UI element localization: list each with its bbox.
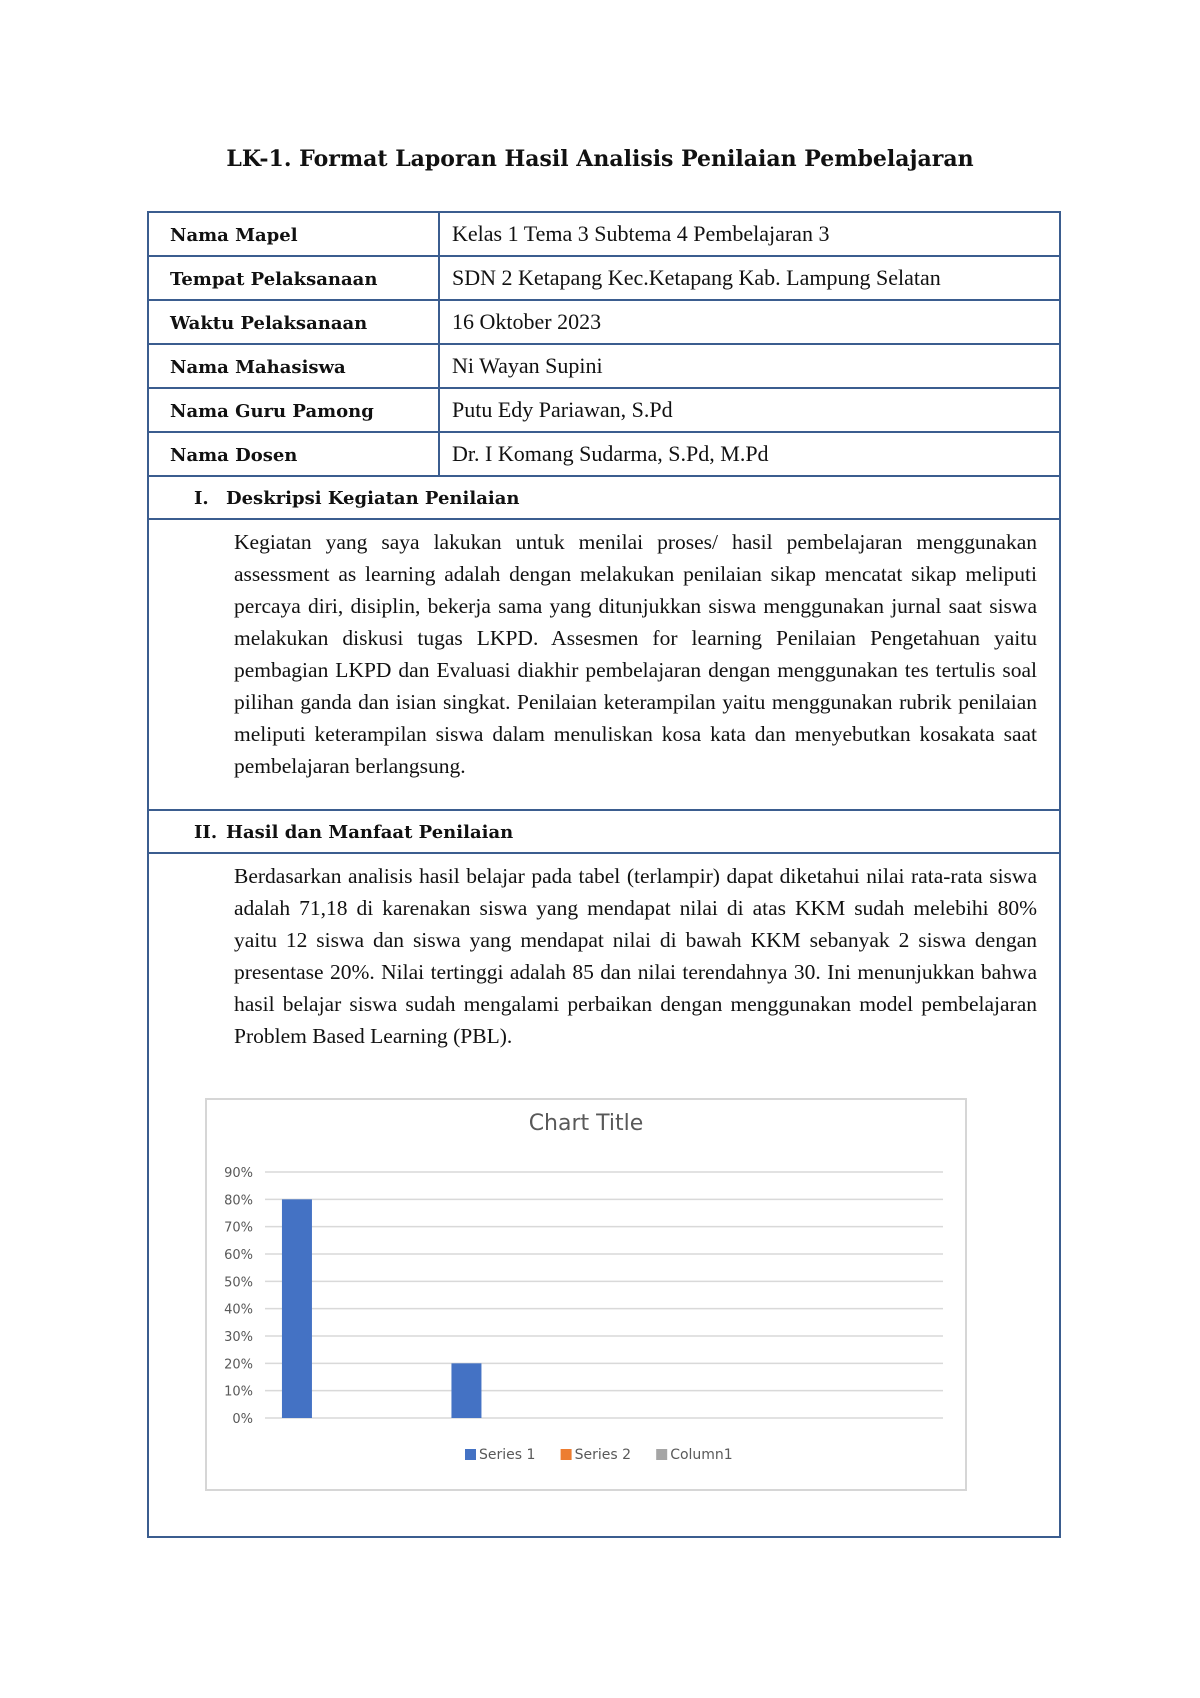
legend-label: Column1 — [670, 1447, 733, 1463]
info-row-dosen — [149, 433, 1059, 477]
legend-label: Series 1 — [479, 1447, 536, 1463]
section-heading-text: Deskripsi Kegiatan Penilaian — [226, 488, 520, 509]
y-tick-label: 10% — [224, 1384, 253, 1400]
page-title: LK-1. Format Laporan Hasil Analisis Penilaian Pembelajaran — [226, 146, 974, 172]
info-label: Nama Mahasiswa — [149, 345, 440, 387]
chart-title: Chart Title — [528, 1111, 644, 1136]
legend-swatch — [561, 1449, 572, 1460]
y-tick-label: 20% — [224, 1357, 253, 1373]
y-tick-label: 40% — [224, 1302, 253, 1318]
info-row-waktu — [149, 301, 1059, 345]
section-number: II. — [194, 822, 218, 843]
legend-swatch — [656, 1449, 667, 1460]
info-label: Nama Dosen — [149, 433, 440, 475]
y-tick-label: 50% — [224, 1275, 253, 1291]
section-body-hasil: Berdasarkan analisis hasil belajar pada tabel (terlampir) dapat diketahui nilai rata-rata siswa adalah 71,18 di karenakan siswa yang mendapat nilai di atas KKM sudah melebihi 80% yaitu 12 siswa dan siswa yang mendapat nilai di bawah KKM sebanyak 2 siswa dengan presentase 20%. Nilai tertinggi adalah 85 dan nilai terendahnya 30. Ini menunjukkan bahwa hasil belajar siswa sudah mengalami perbaikan dengan menggunakan model pembelajaran Problem Based Learning (PBL). — [234, 864, 1037, 1048]
section-heading-deskripsi — [149, 477, 1059, 520]
info-value: Ni Wayan Supini — [452, 353, 603, 378]
info-label: Tempat Pelaksanaan — [149, 257, 440, 299]
y-tick-label: 90% — [224, 1166, 253, 1181]
info-label: Nama Mapel — [149, 213, 440, 255]
y-tick-label: 0% — [232, 1412, 253, 1427]
bar-chart — [205, 1098, 967, 1491]
report-table — [147, 211, 1061, 1538]
section-heading-text: Hasil dan Manfaat Penilaian — [226, 822, 514, 843]
info-row-guru-pamong — [149, 389, 1059, 433]
y-tick-label: 80% — [224, 1193, 253, 1209]
bar — [451, 1363, 481, 1418]
info-label: Nama Guru Pamong — [149, 389, 440, 431]
legend-swatch — [465, 1449, 476, 1460]
info-row-tempat — [149, 257, 1059, 301]
y-tick-label: 30% — [224, 1330, 253, 1345]
y-tick-label: 60% — [224, 1248, 253, 1263]
info-label: Waktu Pelaksanaan — [149, 301, 440, 343]
bar — [282, 1199, 312, 1418]
info-value: 16 Oktober 2023 — [452, 309, 602, 334]
section-body-hasil-wrap — [149, 854, 1059, 1536]
info-value: Dr. I Komang Sudarma, S.Pd, M.Pd — [452, 441, 769, 466]
legend-label: Series 2 — [574, 1447, 632, 1463]
info-row-mapel — [149, 213, 1059, 257]
info-value: Kelas 1 Tema 3 Subtema 4 Pembelajaran 3 — [452, 221, 830, 246]
section-number: I. — [194, 488, 209, 509]
y-tick-label: 70% — [224, 1220, 253, 1236]
info-row-mahasiswa — [149, 345, 1059, 389]
chart-svg — [207, 1100, 965, 1489]
section-body-deskripsi: Kegiatan yang saya lakukan untuk menilai proses/ hasil pembelajaran menggunakan assessment as learning adalah dengan melakukan penilaian sikap mencatat sikap meliputi percaya diri, disiplin, bekerja sama yang ditunjukkan siswa menggunakan jurnal saat siswa melakukan diskusi tugas LKPD. Assesmen for learning Penilaian Pengetahuan yaitu pembagian LKPD dan Evaluasi diakhir pembelajaran dengan menggunakan tes tertulis soal pilihan ganda dan isian singkat. Penilaian keterampilan yaitu menggunakan rubrik penilaian meliputi keterampilan siswa dalam menuliskan kosa kata dan menyebutkan kosakata saat pembelajaran berlangsung. — [149, 520, 1059, 811]
info-value: SDN 2 Ketapang Kec.Ketapang Kab. Lampung Selatan — [452, 265, 941, 290]
info-value: Putu Edy Pariawan, S.Pd — [452, 397, 673, 422]
section-heading-hasil — [149, 811, 1059, 854]
